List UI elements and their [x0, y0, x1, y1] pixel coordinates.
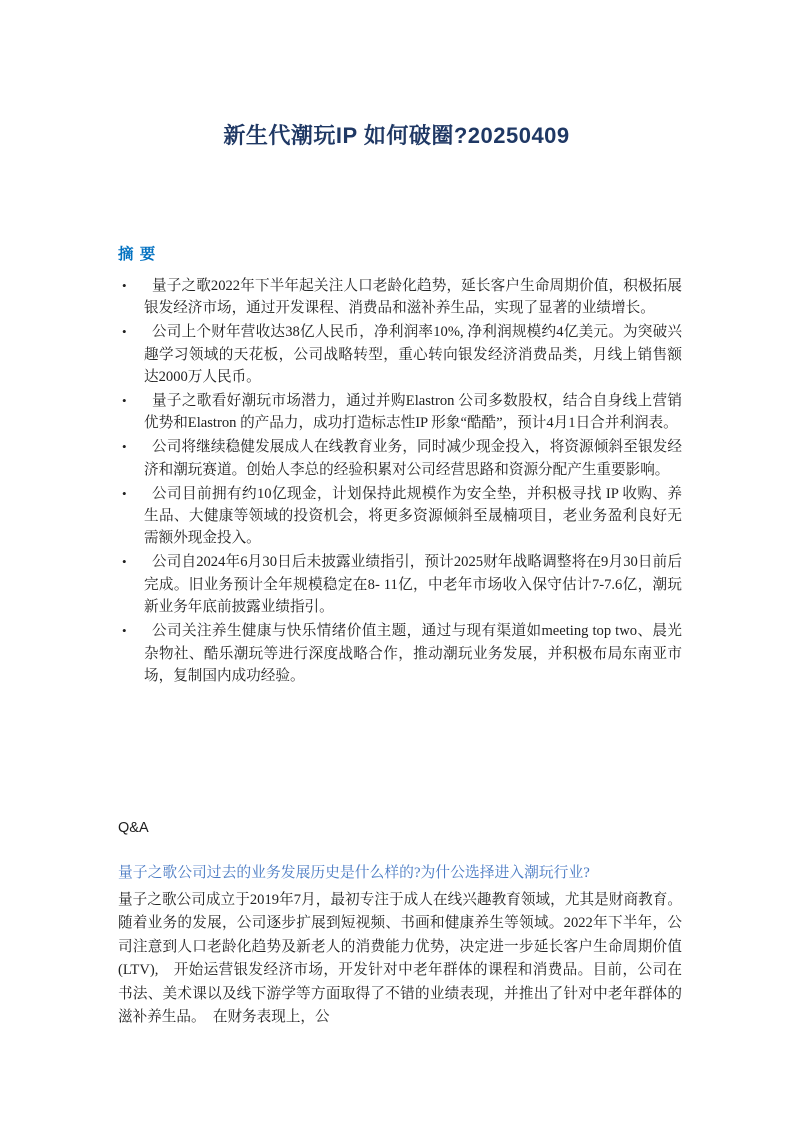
qa-answer-paragraph: 量子之歌公司成立于2019年7月，最初专注于成人在线兴趣教育领域，尤其是财商教育。随着业务的发展，公司逐步扩展到短视频、书画和健康养生等领域。2022年下半年，公司注意到人口老龄化趋势及新老人的消费能力优势，决定进一步延长客户生命周期价值 (LTV), 开始运营银发经济市场，开发针对中老年群体的课程和消费品。目前，公司在书法、美术课以及线下游学等方面取得了不错的业绩表现，并推出了针对中老年群体的滋补养生品。 在财务表现上，公	[118, 892, 682, 1026]
qa-section-heading: Q&A	[118, 820, 149, 836]
summary-bullet-item: • 量子之歌看好潮玩市场潜力，通过并购Elastron 公司多数股权，结合自身线上营销优势和Elastron 的产品力，成功打造标志性IP 形象“酷酷”，预计4月1日合并利润表。	[122, 390, 682, 435]
summary-bullet-item: • 量子之歌2022年下半年起关注人口老龄化趋势，延长客户生命周期价值，积极拓展银发经济市场，通过开发课程、消费品和滋补养生品，实现了显著的业绩增长。	[122, 275, 682, 320]
summary-bullet-item: • 公司关注养生健康与快乐情绪价值主题，通过与现有渠道如meeting top two、晨光杂物社、酷乐潮玩等进行深度战略合作，推动潮玩业务发展，并积极布局东南亚市场，复制国内成功经验。	[122, 620, 682, 687]
summary-bullet-item: • 公司目前拥有约10亿现金，计划保持此规模作为安全垫，并积极寻找 IP 收购、养生品、大健康等领域的投资机会，将更多资源倾斜至晟楠项目，老业务盈利良好无需额外现金投入。	[122, 483, 682, 550]
summary-bullet-item: • 公司自2024年6月30日后未披露业绩指引，预计2025财年战略调整将在9月30日前后完成。旧业务预计全年规模稳定在8- 11亿，中老年市场收入保守估计7-7.6亿，潮玩新业务年底前披露业绩指引。	[122, 551, 682, 618]
summary-heading: 摘 要	[118, 246, 157, 263]
summary-bullet-item: • 公司上个财年营收达38亿人民币，净利润率10%, 净利润规模约4亿美元。为突破兴趣学习领域的天花板，公司战略转型，重心转向银发经济消费品类，月线上销售额达2000万人民币。	[122, 321, 682, 388]
qa-question: 量子之歌公司过去的业务发展历史是什么样的?为什公选择进入潮玩行业?	[118, 865, 590, 881]
summary-bullet-item: • 公司将继续稳健发展成人在线教育业务，同时减少现金投入，将资源倾斜至银发经济和潮玩赛道。创始人李总的经验积累对公司经营思路和资源分配产生重要影响。	[122, 436, 682, 481]
summary-bullet-list	[122, 275, 682, 689]
document-title: 新生代潮玩IP 如何破圈?20250409	[223, 123, 570, 148]
